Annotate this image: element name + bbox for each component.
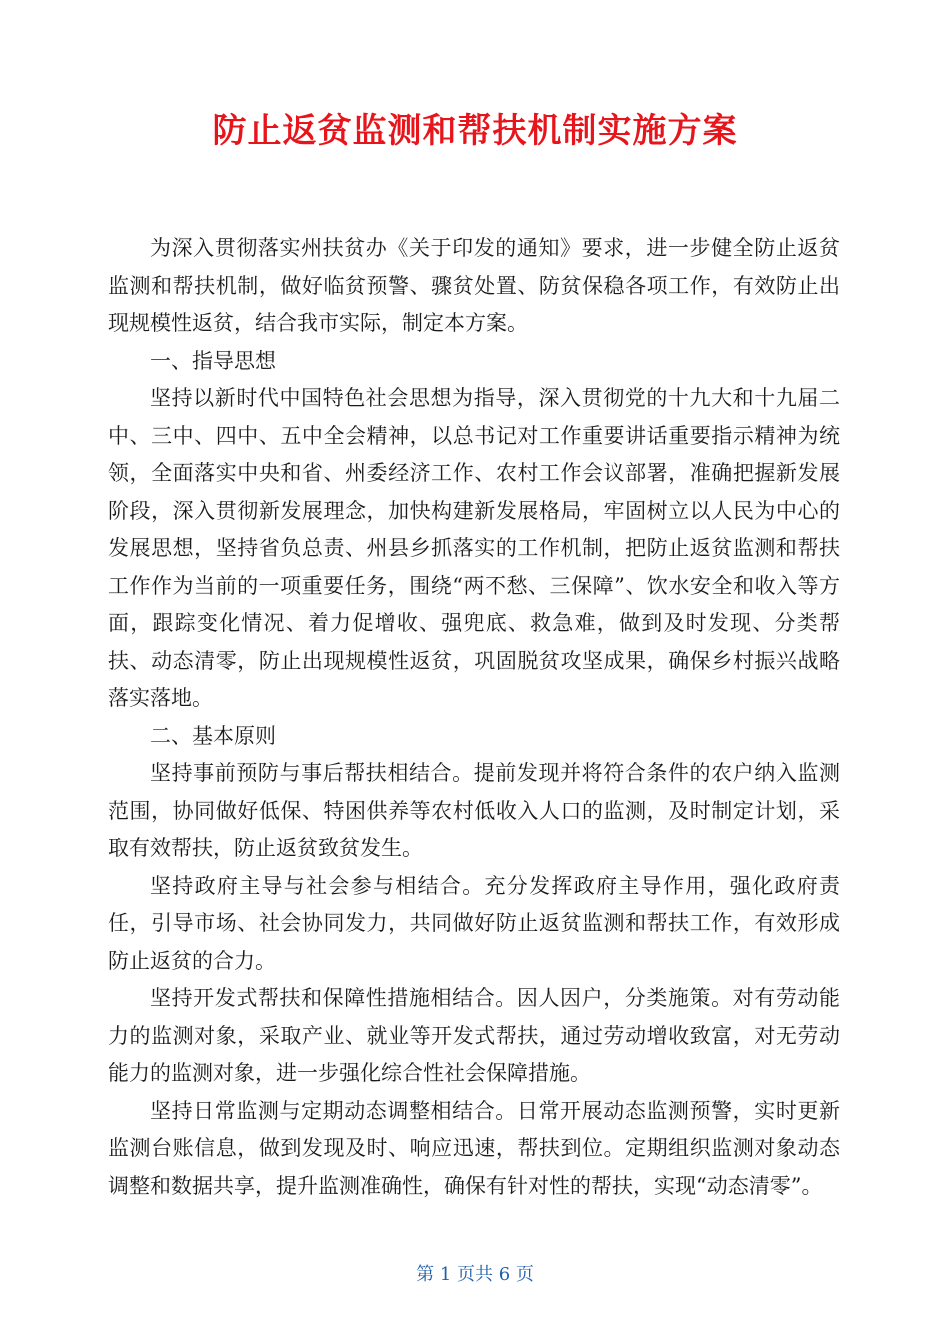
paragraph-intro: 为深入贯彻落实州扶贫办《关于印发的通知》要求，进一步健全防止返贫监测和帮扶机制，做好临贫预警、骤贫处置、防贫保稳各项工作，有效防止出现规模性返贫，结合我市实际，制定本方案。: [108, 236, 840, 335]
page-number-footer: 第 1 页共 6 页: [416, 1264, 534, 1285]
paragraph-principle-1: 坚持事前预防与事后帮扶相结合。提前发现并将符合条件的农户纳入监测范围，协同做好低保、特困供养等农村低收入人口的监测，及时制定计划，采取有效帮扶，防止返贫致贫发生。: [108, 761, 840, 860]
paragraph-principle-4: 坚持日常监测与定期动态调整相结合。日常开展动态监测预警，实时更新监测台账信息，做到发现及时、响应迅速，帮扶到位。定期组织监测对象动态调整和数据共享，提升监测准确性，确保有针对性的帮扶，实现“动态清零”。: [108, 1098, 840, 1198]
heading-guiding-ideology: 一、指导思想: [150, 348, 276, 373]
paragraph-guiding-ideology: 坚持以新时代中国特色社会思想为指导，深入贯彻党的十九大和十九届二中、三中、四中、五中全会精神，以总书记对工作重要讲话重要指示精神为统领，全面落实中央和省、州委经济工作、农村工作会议部署，准确把握新发展阶段，深入贯彻新发展理念，加快构建新发展格局，牢固树立以人民为中心的发展思想，坚持省负总责、州县乡抓落实的工作机制，把防止返贫监测和帮扶工作作为当前的一项重要任务，围绕“两不愁、三保障”、饮水安全和收入等方面，跟踪变化情况、着力促增收、强兜底、救急难，做到及时发现、分类帮扶、动态清零，防止出现规模性返贫，巩固脱贫攻坚成果，确保乡村振兴战略落实落地。: [108, 386, 840, 710]
paragraph-principle-3: 坚持开发式帮扶和保障性措施相结合。因人因户，分类施策。对有劳动能力的监测对象，采取产业、就业等开发式帮扶，通过劳动增收致富，对无劳动能力的监测对象，进一步强化综合性社会保障措施。: [108, 986, 840, 1085]
heading-basic-principles: 二、基本原则: [150, 723, 276, 748]
document-title: 防止返贫监测和帮扶机制实施方案: [212, 111, 738, 151]
document-body: [108, 230, 840, 1205]
paragraph-principle-2: 坚持政府主导与社会参与相结合。充分发挥政府主导作用，强化政府责任，引导市场、社会协同发力，共同做好防止返贫监测和帮扶工作，有效形成防止返贫的合力。: [108, 873, 840, 973]
